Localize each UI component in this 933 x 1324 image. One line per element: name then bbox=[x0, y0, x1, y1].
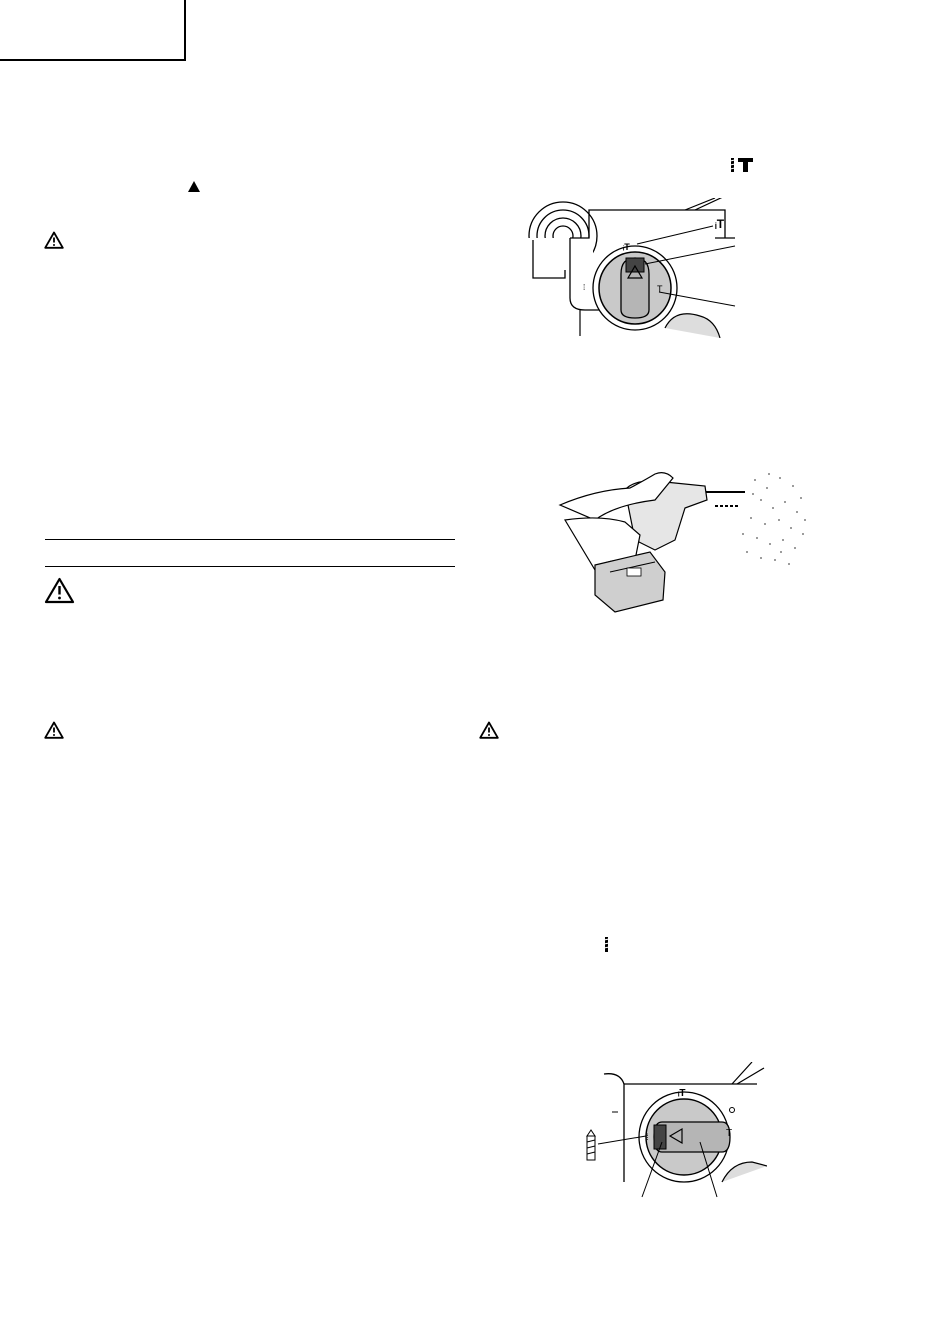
drilling-operation-figure bbox=[555, 460, 810, 620]
caution-triangle-icon bbox=[44, 577, 75, 604]
mode-dial-hammer-drill-figure bbox=[525, 198, 745, 338]
svg-text:ᵢT: ᵢT bbox=[715, 217, 725, 231]
drill-mode-icon bbox=[587, 1130, 595, 1160]
svg-text:⁞: ⁞ bbox=[583, 283, 586, 292]
dust-particles bbox=[742, 473, 806, 565]
caution-triangle-icon bbox=[44, 231, 64, 249]
svg-text:ᵢT: ᵢT bbox=[678, 1088, 686, 1099]
hammer-drill-mode-icon bbox=[730, 157, 754, 173]
section-rule-top bbox=[45, 539, 455, 540]
caution-triangle-icon bbox=[44, 721, 64, 739]
page-tab bbox=[0, 0, 186, 61]
section-rule-bottom bbox=[45, 566, 455, 567]
solid-triangle-icon bbox=[187, 180, 201, 193]
caution-triangle-icon bbox=[479, 721, 499, 739]
svg-text:⁞: ⁞ bbox=[646, 1132, 649, 1142]
svg-text:ᵢT: ᵢT bbox=[623, 242, 630, 252]
svg-text:T: T bbox=[726, 1128, 733, 1139]
svg-text:T: T bbox=[657, 284, 663, 294]
drill-mode-icon bbox=[603, 936, 610, 953]
mode-dial-drill-figure bbox=[582, 1062, 767, 1202]
